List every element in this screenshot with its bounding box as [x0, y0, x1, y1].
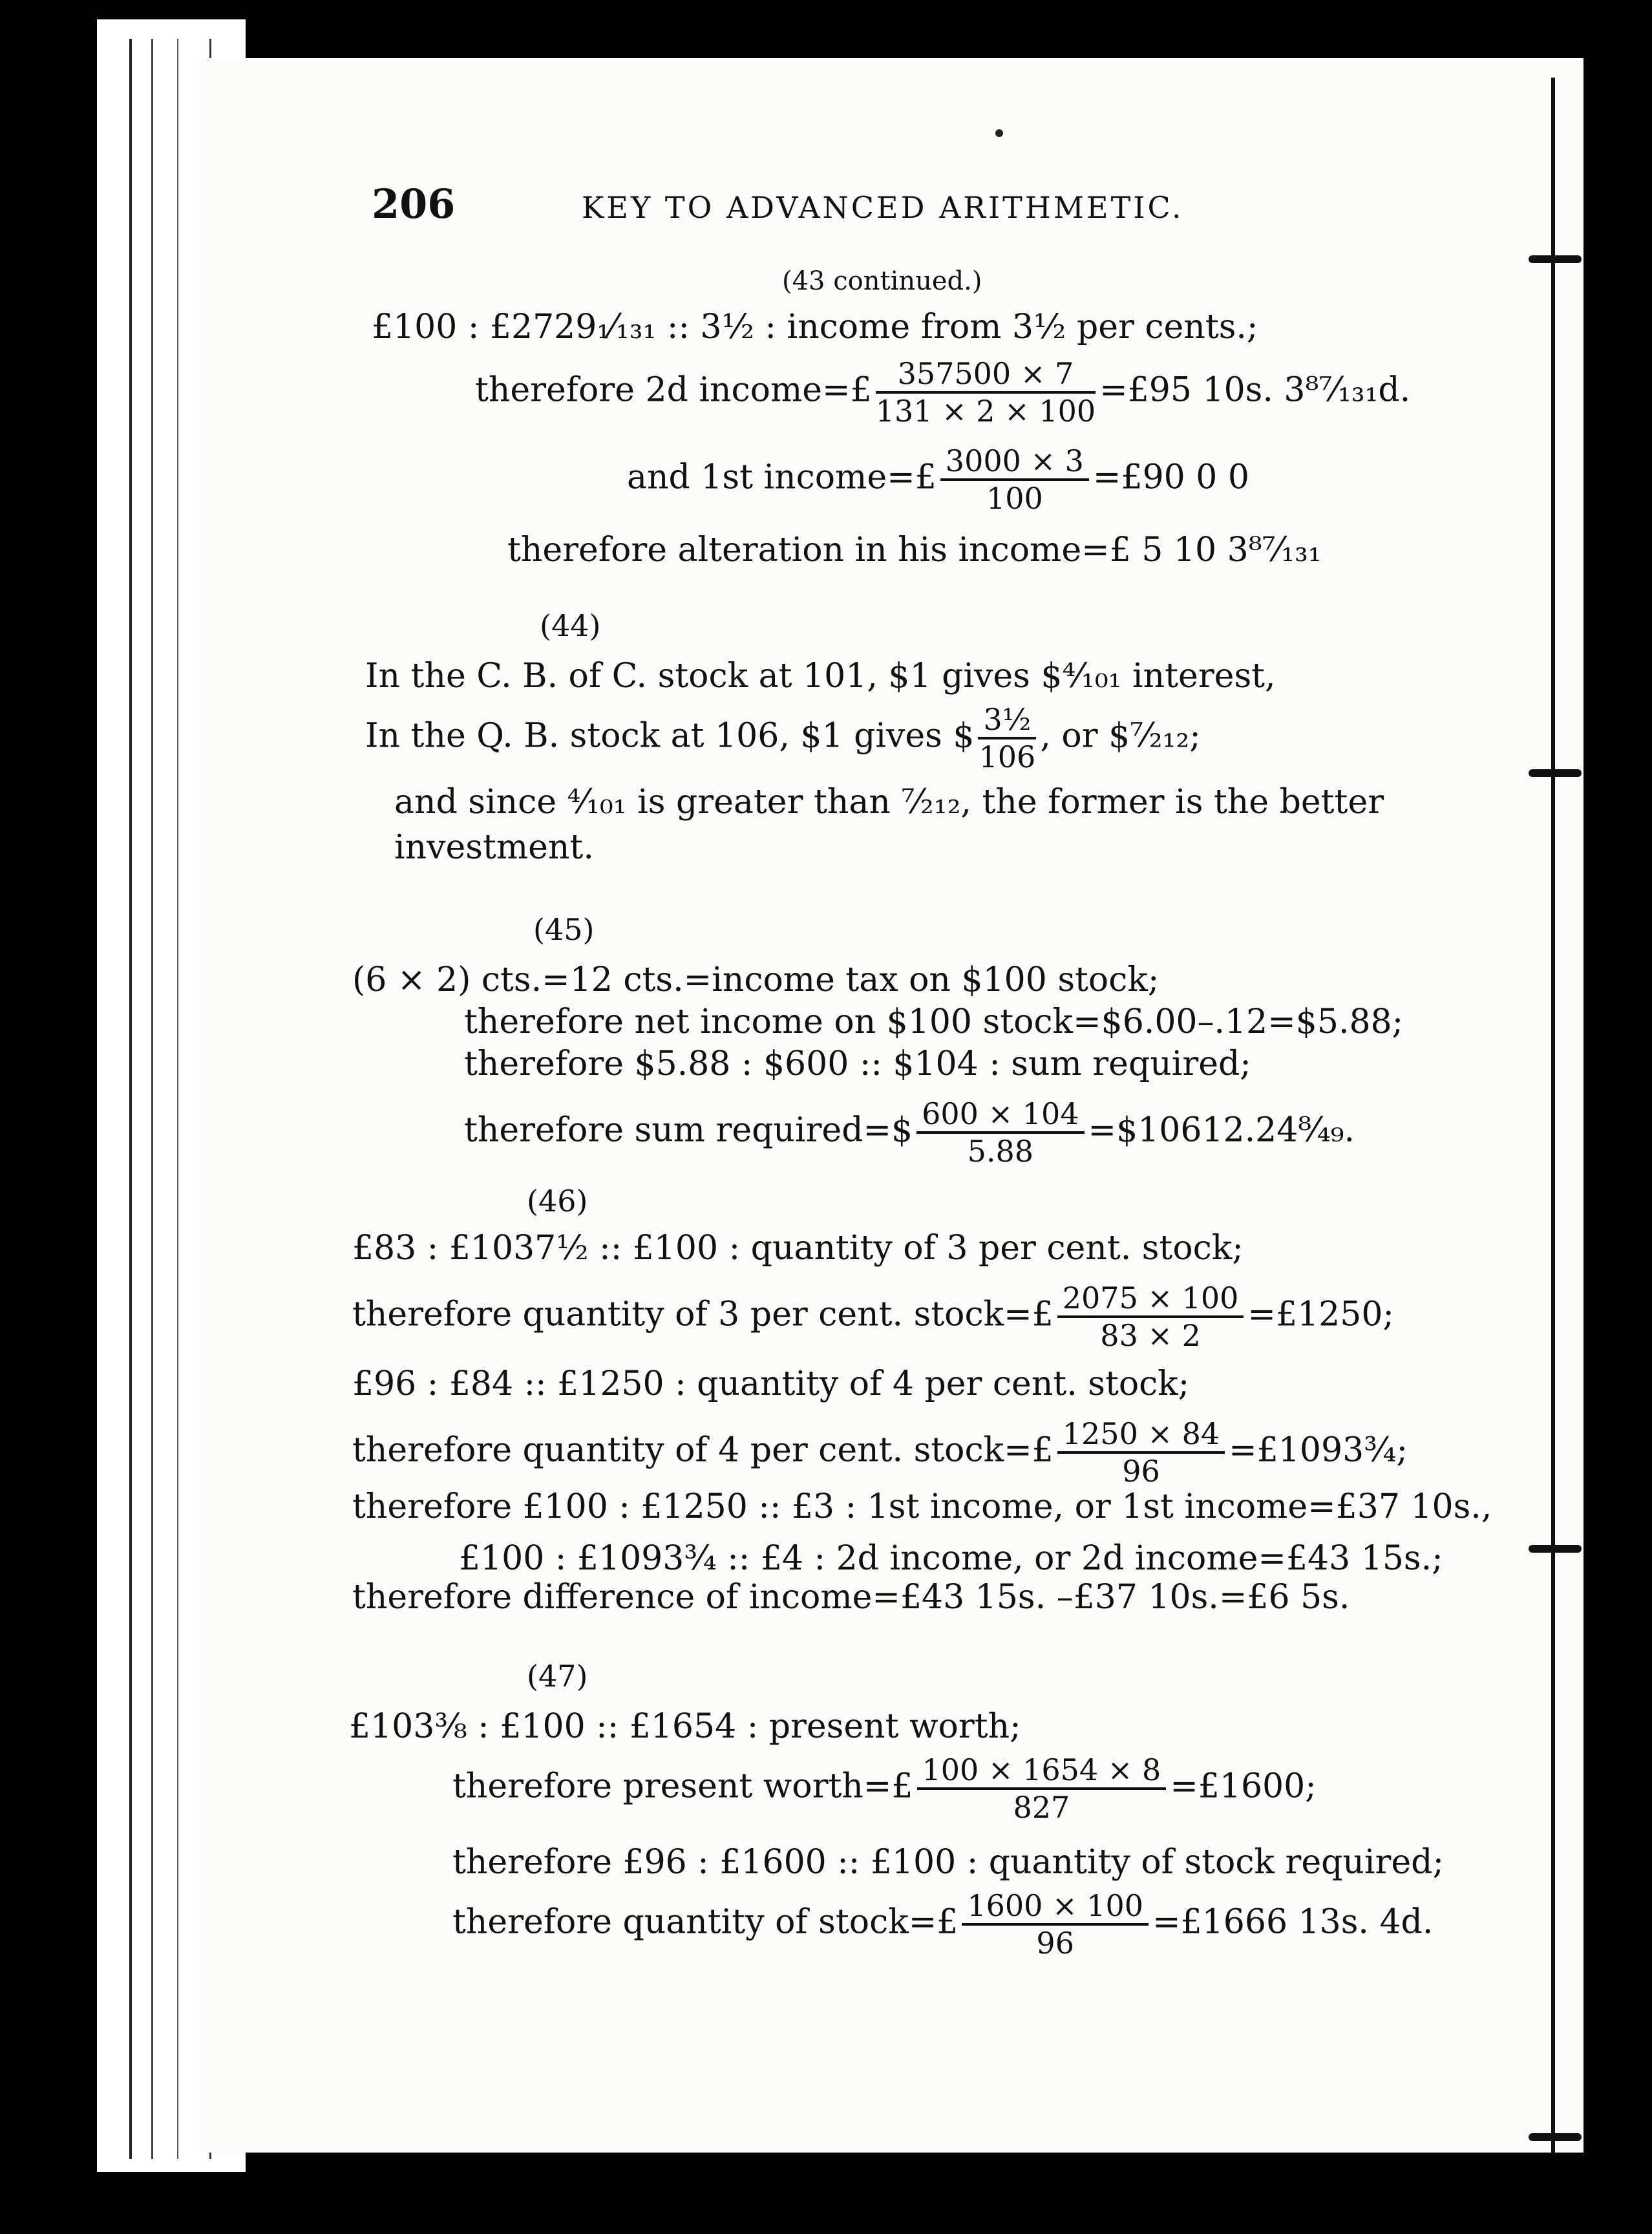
ink-speck — [995, 129, 1003, 137]
s43-line1: £100 : £2729₁⁄₁₃₁ :: 3½ : income from 3½ per cents.; — [372, 308, 1258, 346]
s46-line7: therefore difference of income=£43 15s. –£37 10s.=£6 5s. — [352, 1578, 1350, 1617]
s44-line2: In the Q. B. stock at 106, $1 gives $ $\frac{\text{3½}}{106}$ , or $⁷⁄₂₁₂; — [365, 702, 1201, 774]
s47-line1: £103⅜ : £100 :: £1654 : present worth; — [349, 1707, 1021, 1746]
s44-line1: In the C. B. of C. stock at 101, $1 gives $⁴⁄₁₀₁ interest, — [365, 657, 1276, 696]
section-label-43: (43 continued.) — [782, 266, 982, 296]
binding-clip — [1529, 2133, 1582, 2141]
s46-line6: £100 : £1093¾ :: £4 : 2d income, or 2d income=£43 15s.; — [459, 1539, 1443, 1578]
s43-line4: therefore alteration in his income=£ 5 10 3⁸⁷⁄₁₃₁ — [507, 531, 1322, 569]
s46-line3: £96 : £84 :: £1250 : quantity of 4 per cent. stock; — [352, 1365, 1190, 1403]
s47-line4: therefore quantity of stock=£ $\frac{1600 \times 100}{96}$ =£1666 13s. 4d. — [452, 1888, 1434, 1961]
s45-line2: therefore net income on $100 stock=$6.00–.12=$5.88; — [464, 1003, 1404, 1041]
binding-clip — [1529, 255, 1582, 263]
s46-line4: therefore quantity of 4 per cent. stock=£ $\frac{1250 \times 84}{96}$ =£1093¾; — [352, 1416, 1408, 1489]
s46-line2: therefore quantity of 3 per cent. stock=£ $\frac{2075 \times 100}{83 \times 2}$ =£1250; — [352, 1281, 1394, 1353]
running-title: KEY TO ADVANCED ARITHMETIC. — [582, 190, 1184, 225]
s46-line1: £83 : £1037½ :: £100 : quantity of 3 per cent. stock; — [352, 1229, 1244, 1268]
s47-line3: therefore £96 : £1600 :: £100 : quantity of stock required; — [452, 1843, 1444, 1882]
s47-line2: therefore present worth=£ $\frac{100 \times 1654 \times 8}{827}$ =£1600; — [452, 1752, 1317, 1825]
s45-line3: therefore $5.88 : $600 :: $104 : sum required; — [464, 1045, 1251, 1083]
section-label-47: (47) — [527, 1659, 588, 1694]
binding-clip — [1529, 1545, 1582, 1553]
s46-line5: therefore £100 : £1250 :: £3 : 1st income, or 1st income=£37 10s., — [352, 1487, 1492, 1526]
binding-rule — [1551, 78, 1555, 2153]
section-label-44: (44) — [540, 608, 601, 643]
s43-line2: therefore 2d income=£ $\frac{357500 \times 7}{131 \times 2 \times 100}$ =£95 10s. 3⁸⁷⁄₁₃₁d. — [475, 356, 1411, 429]
s45-line1: (6 × 2) cts.=12 cts.=income tax on $100 stock; — [352, 961, 1160, 999]
section-label-46: (46) — [527, 1184, 588, 1218]
section-label-45: (45) — [533, 912, 595, 947]
s44-line4: investment. — [394, 828, 594, 867]
s44-line3: and since ⁴⁄₁₀₁ is greater than ⁷⁄₂₁₂, the former is the better — [394, 783, 1384, 822]
page-stack-edges — [129, 39, 211, 2159]
binding-clip — [1529, 769, 1582, 777]
s45-line4: therefore sum required=$ $\frac{600 \times 104}{5.88}$ =$10612.24⁸⁄₄₉. — [464, 1096, 1355, 1169]
s43-line3: and 1st income=£ $\frac{3000 \times 3}{100}$ =£90 0 0 — [627, 443, 1249, 516]
page-number: 206 — [372, 180, 456, 228]
